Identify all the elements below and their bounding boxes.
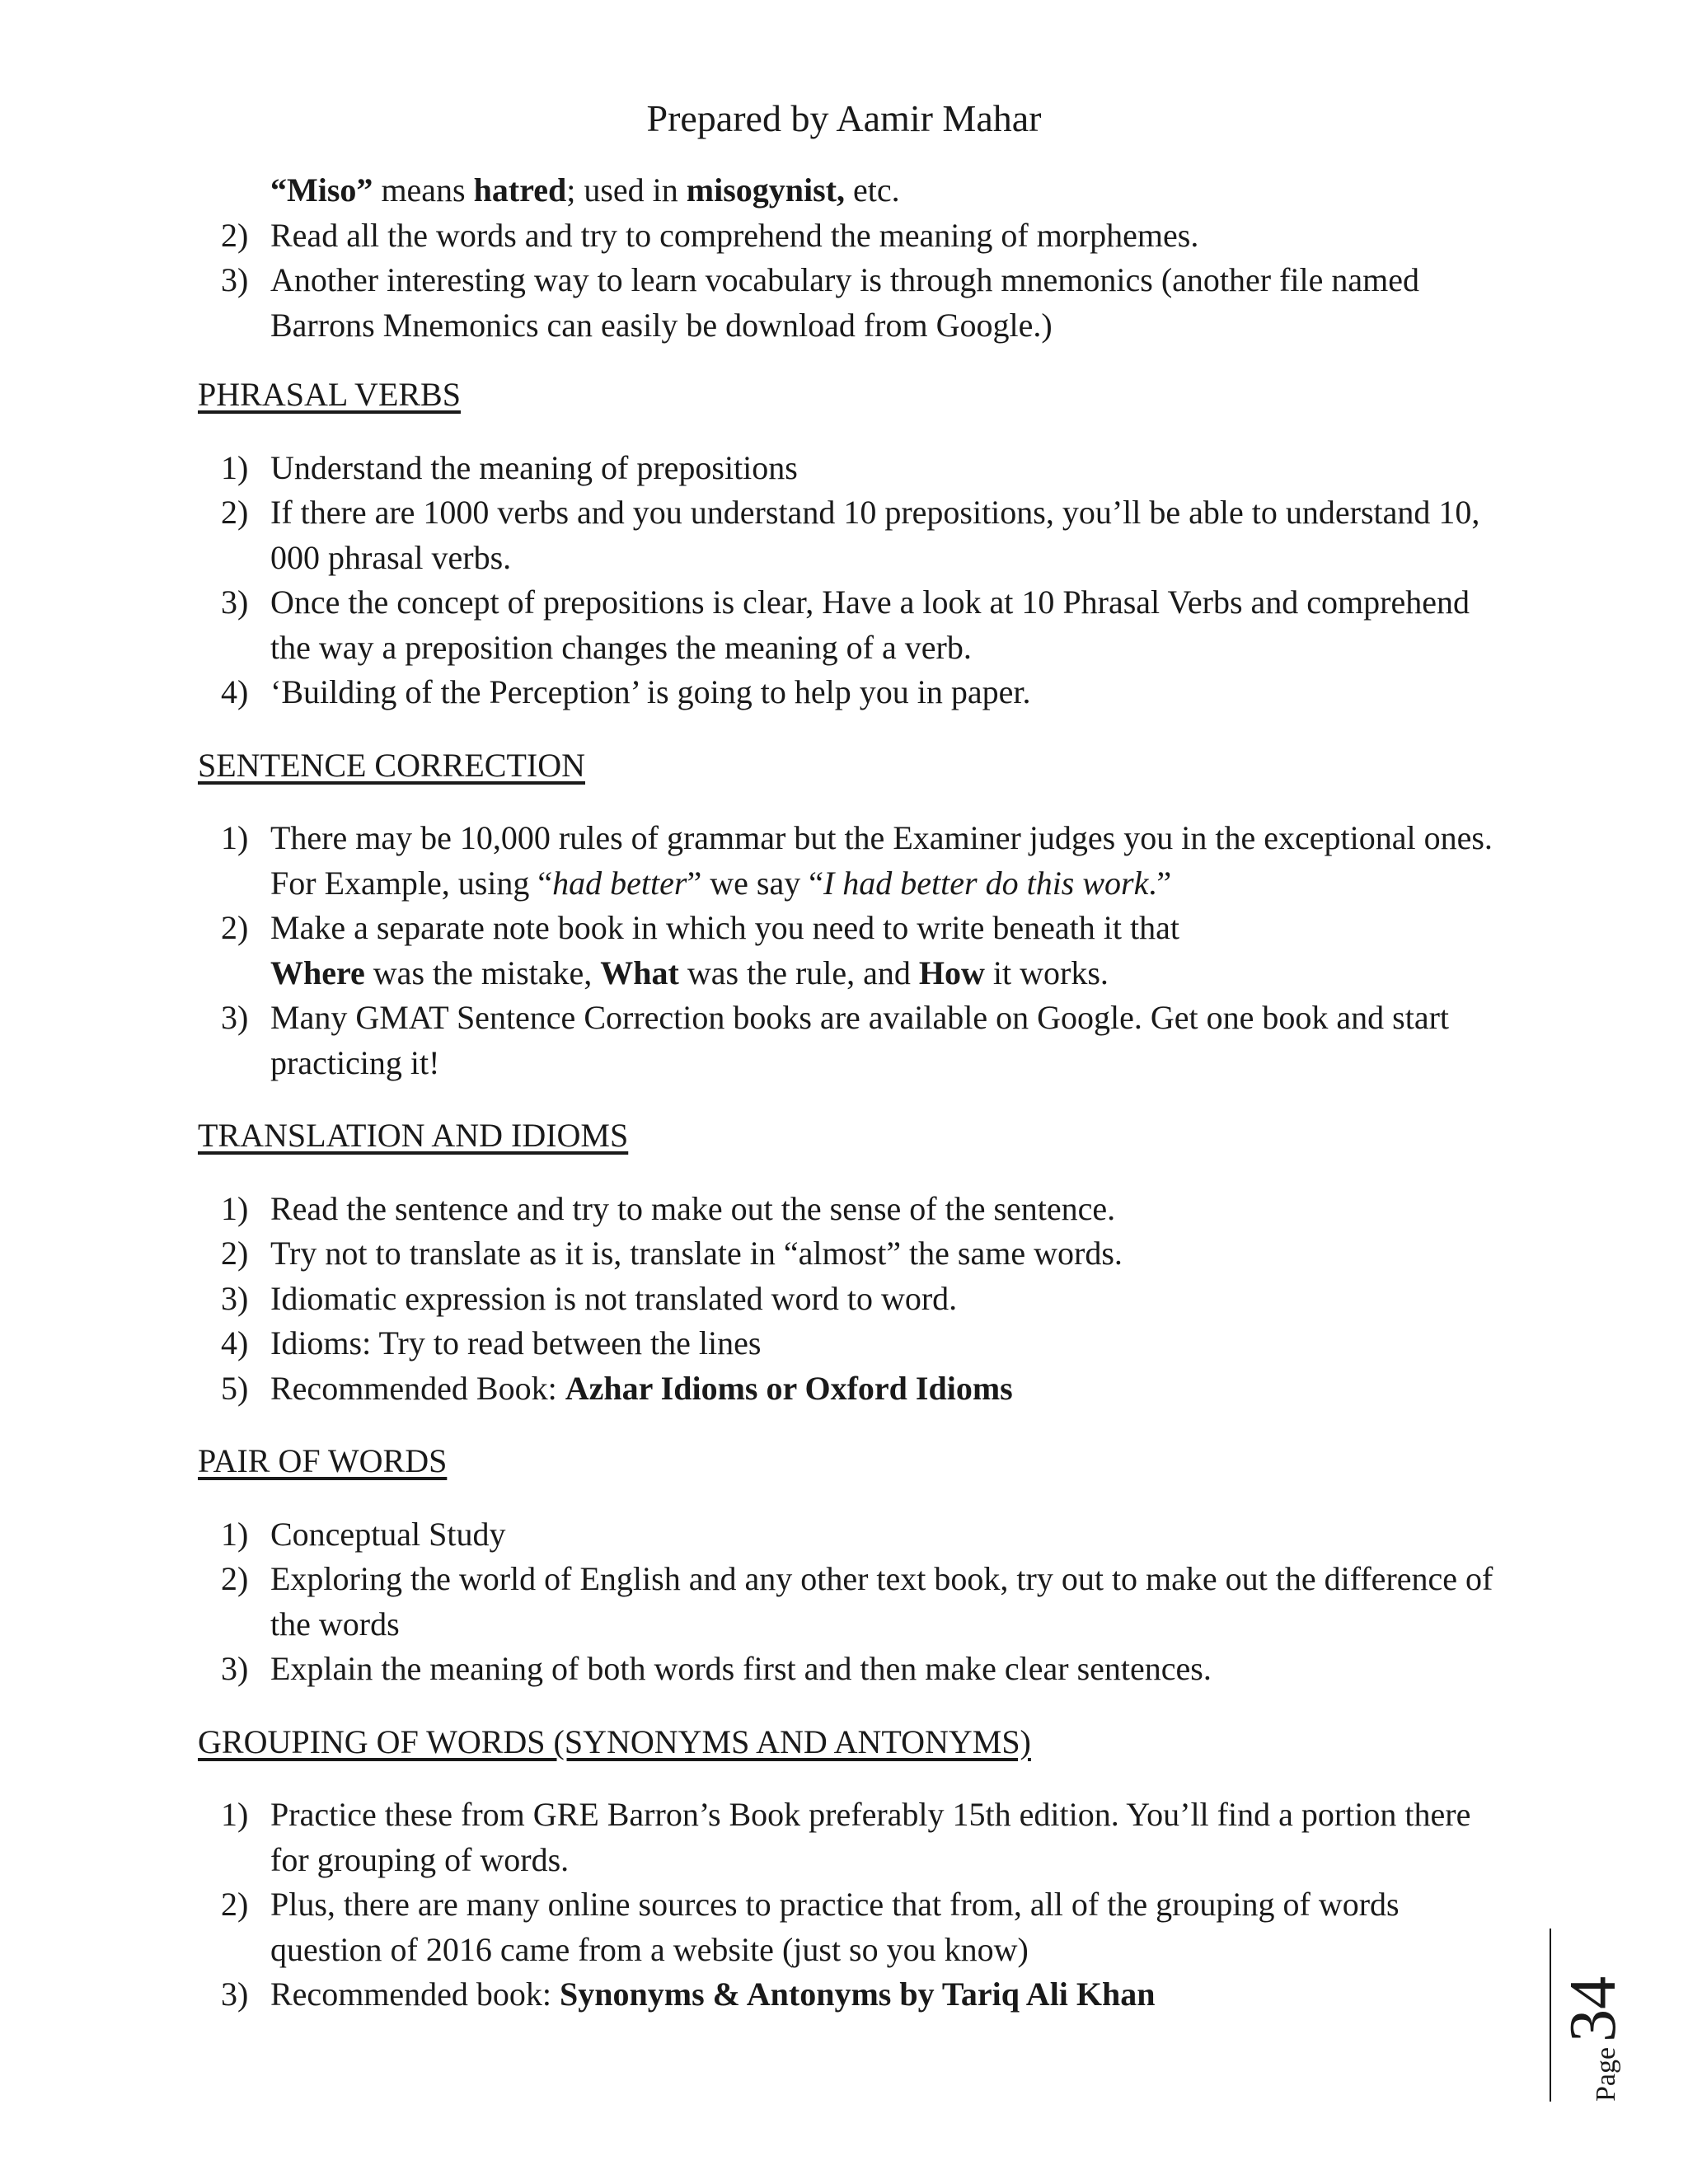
list-item	[198, 1321, 1517, 1366]
item-text: ‘Building of the Perception’ is going to help you in paper.	[270, 673, 1031, 710]
list-item	[198, 670, 1517, 715]
item-text: Recommended Book:	[270, 1369, 565, 1407]
item-text: Read the sentence and try to make out the sense of the sentence.	[270, 1189, 1116, 1227]
item-text: Recommended book:	[270, 1975, 560, 2013]
list-item	[198, 1187, 1517, 1232]
item-text: Exploring the world of English and any other text book, try out to make out the difference of the words	[270, 1560, 1493, 1643]
list-item	[198, 816, 1517, 906]
phrasal-verbs-list	[198, 446, 1517, 715]
item-text: Try not to translate as it is, translate in “almost” the same words.	[270, 1235, 1123, 1272]
item-text: was the rule, and	[678, 954, 919, 991]
item-bold: Synonyms & Antonyms by Tariq Ali Khan	[560, 1975, 1156, 2013]
item-number: 3)	[221, 261, 249, 298]
list-item	[198, 1647, 1517, 1692]
item-number: 1)	[221, 1515, 249, 1553]
item-number: 2)	[221, 1560, 249, 1597]
list-item	[198, 213, 1517, 259]
page-number: 34	[1557, 1975, 1629, 2042]
pair-of-words-list	[198, 1512, 1517, 1692]
section-heading-translation-idioms: TRANSLATION AND IDIOMS	[198, 1117, 629, 1154]
intro-quote: “Miso”	[270, 171, 373, 209]
item-number: 3)	[221, 583, 249, 621]
item-number: 1)	[221, 1189, 249, 1227]
item-text: ” we say “	[687, 864, 823, 902]
grouping-of-words-list	[198, 1793, 1517, 2018]
list-item	[198, 1972, 1517, 2018]
item-number: 4)	[221, 1324, 249, 1361]
item-number: 1)	[221, 1796, 249, 1833]
item-bold: How	[918, 954, 985, 991]
item-number: 3)	[221, 1650, 249, 1687]
item-text: Once the concept of prepositions is clear, Have a look at 10 Phrasal Verbs and comprehend the way a preposition changes the meaning of a verb.	[270, 583, 1470, 666]
item-number: 2)	[221, 494, 249, 531]
section-heading-pair-of-words: PAIR OF WORDS	[198, 1442, 448, 1479]
list-item	[198, 1231, 1517, 1277]
item-text: was the mistake,	[364, 954, 601, 991]
translation-idioms-list	[198, 1187, 1517, 1412]
item-text: Explain the meaning of both words first and then make clear sentences.	[270, 1650, 1212, 1687]
list-item	[198, 906, 1517, 996]
sentence-correction-list	[198, 816, 1517, 1085]
intro-bold-misogynist: misogynist,	[686, 171, 846, 209]
item-italic: I had better do this work	[823, 864, 1149, 902]
item-number: 1)	[221, 819, 249, 856]
section-heading-sentence-correction: SENTENCE CORRECTION	[198, 746, 585, 784]
item-number: 3)	[221, 999, 249, 1036]
item-text: Another interesting way to learn vocabulary is through mnemonics (another file named Barrons Mnemonics can easily be download from Google.)	[270, 261, 1420, 344]
list-item	[198, 1512, 1517, 1558]
item-text: Practice these from GRE Barron’s Book preferably 15th edition. You’ll find a portion there for grouping of words.	[270, 1796, 1471, 1878]
item-text: .”	[1148, 864, 1172, 902]
page-number-marker	[1550, 1929, 1634, 2102]
list-item	[198, 490, 1517, 580]
list-item	[198, 1557, 1517, 1647]
intro-text: etc.	[845, 171, 900, 209]
item-number: 3)	[221, 1975, 249, 2013]
list-item	[198, 446, 1517, 491]
intro-line	[198, 168, 1517, 213]
list-item	[198, 996, 1517, 1085]
item-number: 2)	[221, 1886, 249, 1923]
list-item	[198, 1277, 1517, 1322]
item-number: 1)	[221, 448, 249, 486]
page-number-rotated	[1556, 1929, 1639, 2102]
item-italic: had better	[552, 864, 687, 902]
item-bold: Where	[270, 954, 365, 991]
document-body	[198, 168, 1517, 2018]
item-text: Idioms: Try to read between the lines	[270, 1324, 762, 1361]
previous-list	[198, 213, 1517, 349]
item-number: 5)	[221, 1369, 249, 1407]
item-text: Idiomatic expression is not translated word to word.	[270, 1279, 958, 1317]
section-heading-phrasal-verbs: PHRASAL VERBS	[198, 376, 461, 413]
item-text: Read all the words and try to comprehend the meaning of morphemes.	[270, 216, 1199, 254]
page-label: Page	[1591, 2046, 1621, 2102]
list-item	[198, 580, 1517, 670]
item-text: it works.	[984, 954, 1109, 991]
item-text: There may be 10,000 rules of grammar but the Examiner judges you in the exceptional ones. For Example, using “	[270, 819, 1493, 902]
item-number: 4)	[221, 673, 249, 710]
intro-bold-hatred: hatred	[473, 171, 567, 209]
item-bold: Azhar Idioms or Oxford Idioms	[565, 1369, 1013, 1407]
page-header-title: Prepared by Aamir Mahar	[646, 97, 1042, 139]
section-heading-grouping-of-words: GROUPING OF WORDS (SYNONYMS AND ANTONYMS)	[198, 1722, 1031, 1760]
item-number: 2)	[221, 216, 249, 254]
item-text: Conceptual Study	[270, 1515, 506, 1553]
item-number: 2)	[221, 909, 249, 946]
item-text: Make a separate note book in which you need to write beneath it that	[270, 909, 1179, 946]
item-text: Understand the meaning of prepositions	[270, 448, 798, 486]
intro-text: ; used in	[566, 171, 687, 209]
item-text: Many GMAT Sentence Correction books are available on Google. Get one book and start practicing it!	[270, 999, 1449, 1081]
item-text: If there are 1000 verbs and you understand 10 prepositions, you’ll be able to understand 10, 000 phrasal verbs.	[270, 494, 1480, 576]
intro-text: means	[373, 171, 474, 209]
list-item	[198, 1882, 1517, 1972]
item-number: 2)	[221, 1235, 249, 1272]
item-text: Plus, there are many online sources to practice that from, all of the grouping of words question of 2016 came from a website (just so you know)	[270, 1886, 1400, 1968]
list-item	[198, 1793, 1517, 1882]
item-number: 3)	[221, 1279, 249, 1317]
list-item	[198, 1366, 1517, 1412]
list-item	[198, 258, 1517, 348]
item-bold: What	[600, 954, 679, 991]
